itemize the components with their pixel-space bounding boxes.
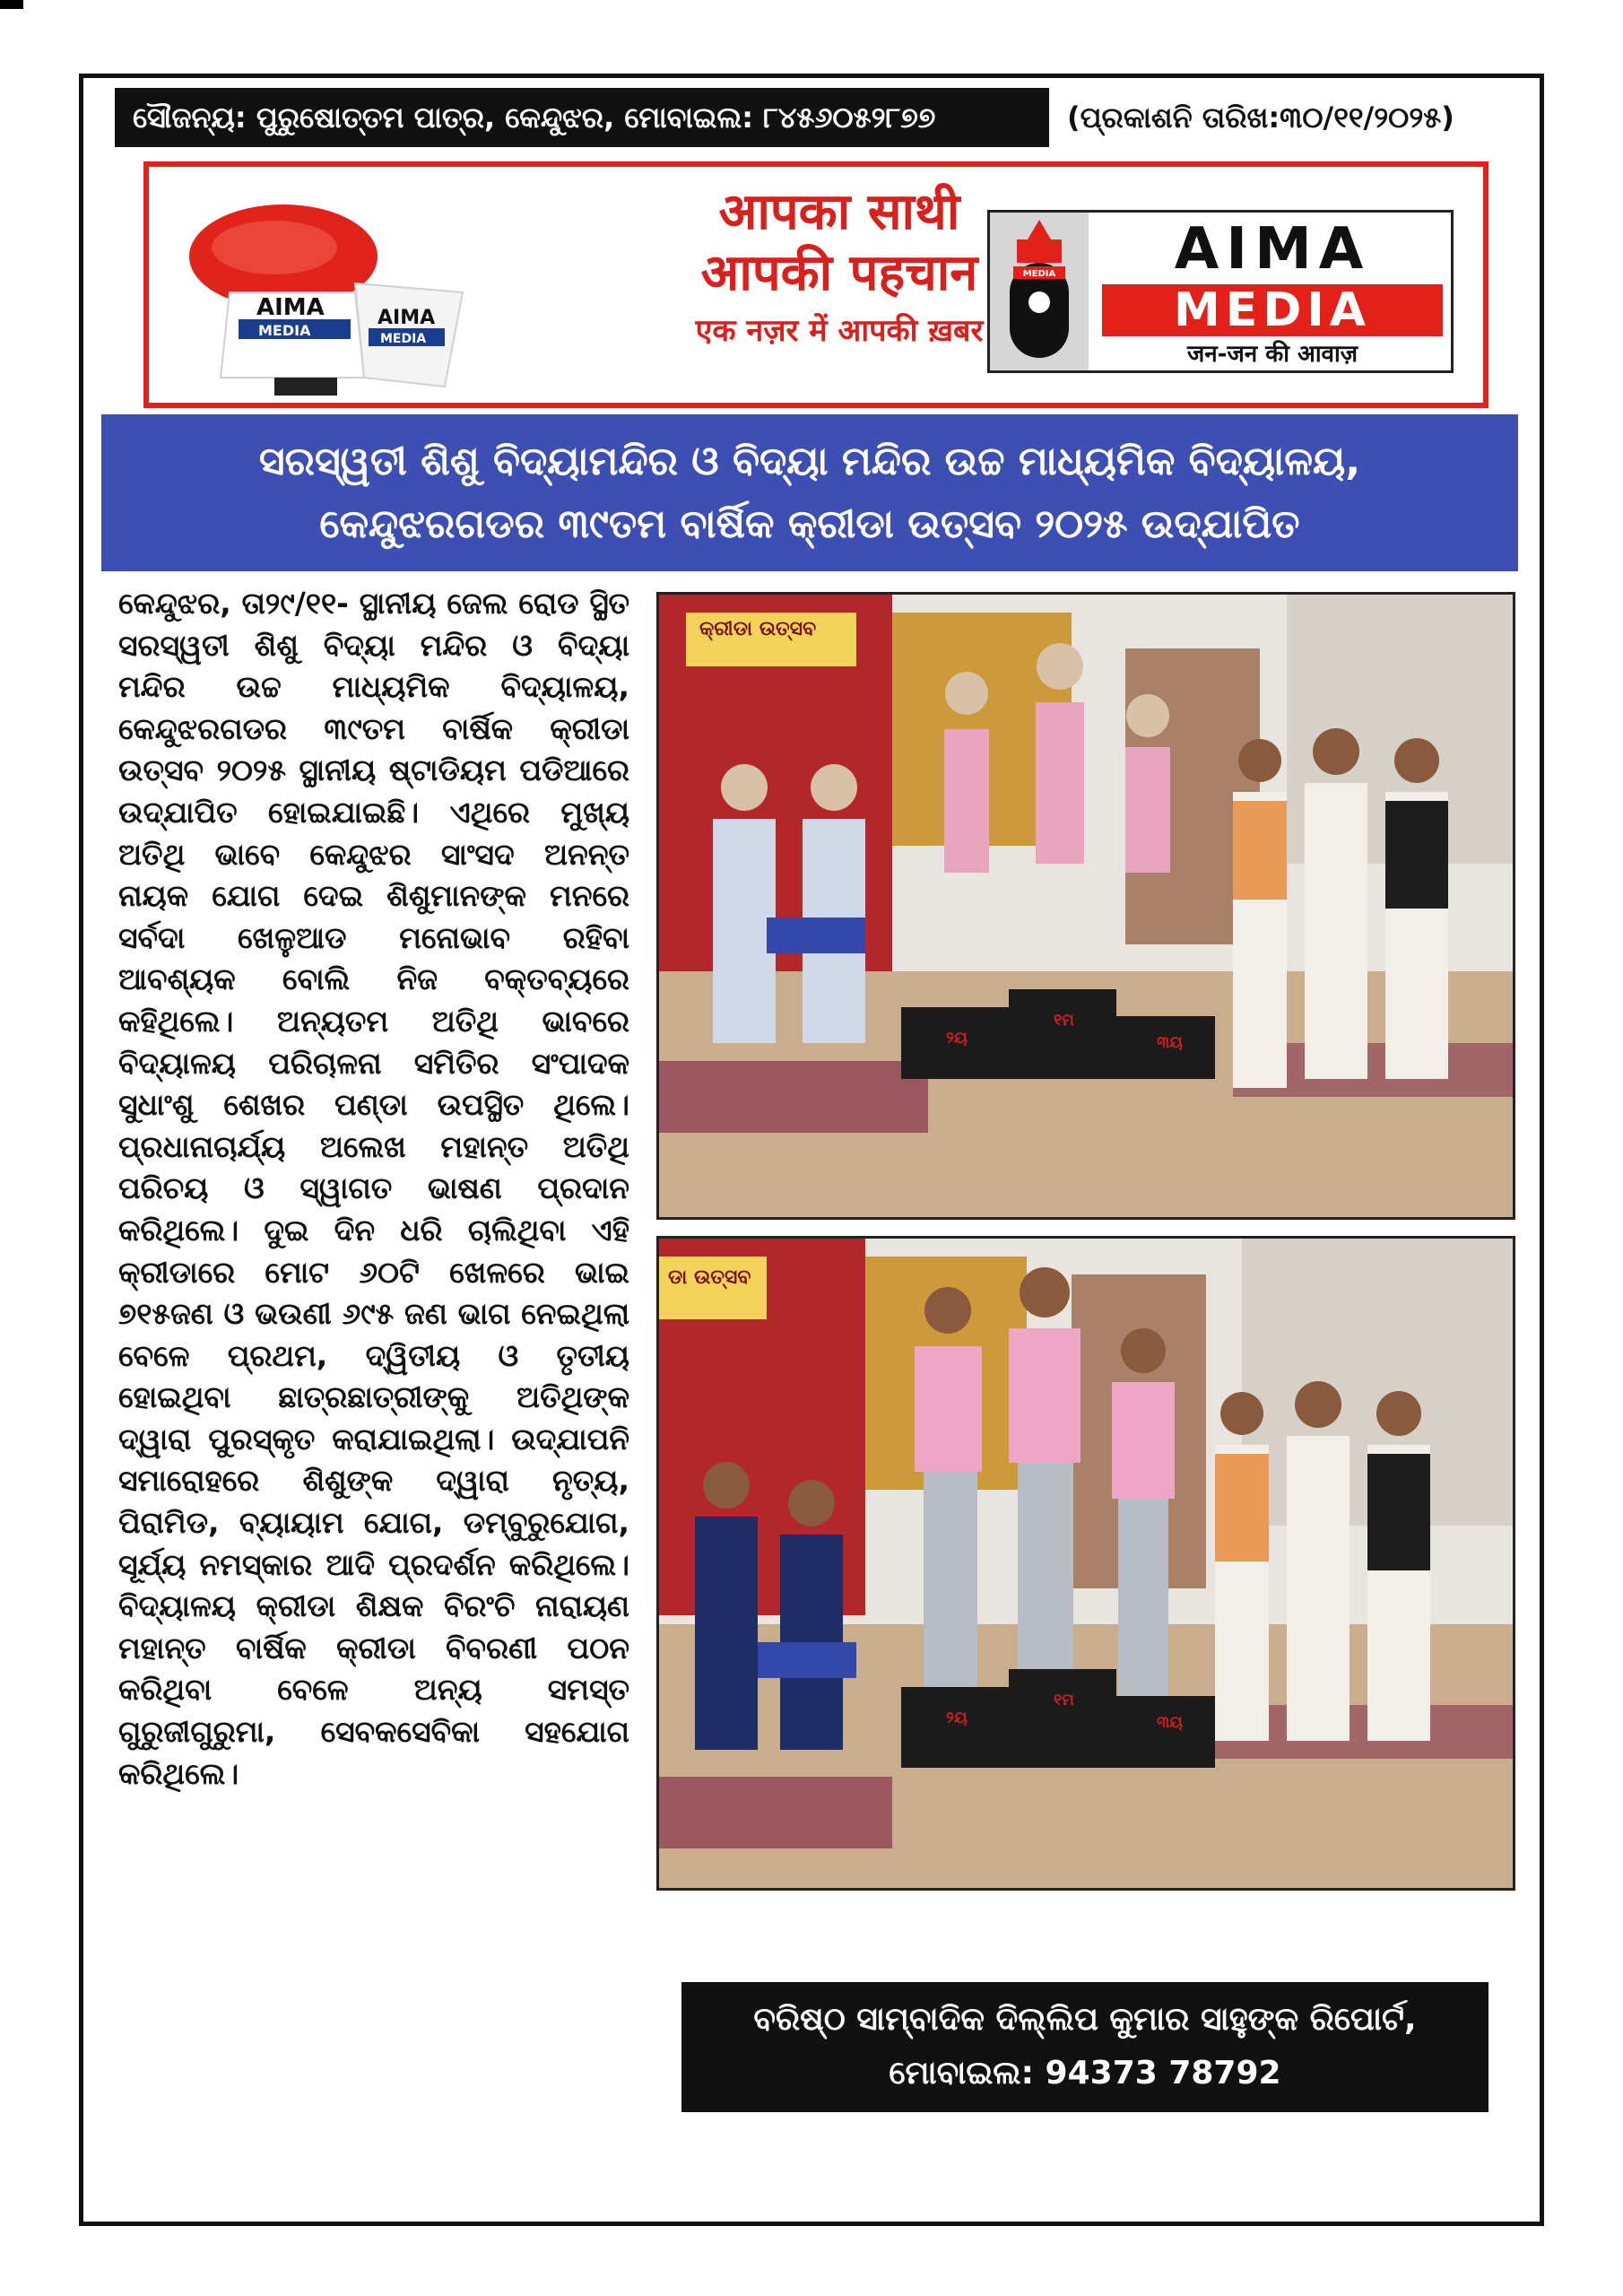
tagline-line-2: आपकी पहचान (700, 243, 978, 302)
logo-microphone-icon (990, 213, 1089, 370)
svg-text:୧ମ: ୧ମ (1054, 1011, 1074, 1030)
headline-line-1: ସରସ୍ୱତୀ ଶିଶୁ ବିଦ୍ୟାମନ୍ଦିର ଓ ବିଦ୍ୟା ମନ୍ଦିର ଉଚ୍ଚ ମାଧ୍ୟମିକ ବିଦ୍ୟାଳୟ, (258, 439, 1361, 484)
svg-text:AIMA: AIMA (378, 307, 436, 329)
reporter-line-2: ମୋବାଇଲ: 94373 78792 (889, 2055, 1281, 2092)
article-body: କେନ୍ଦୁଝର, ତା୨୯/୧୧- ସ୍ଥାନୀୟ ଜେଲ ରୋଡ ସ୍ଥିତ ସରସ୍ୱତୀ ଶିଶୁ ବିଦ୍ୟା ମନ୍ଦିର ଓ ବିଦ୍ୟା ମନ୍ଦିର ଉଚ୍ଚ ମାଧ୍ୟମିକ ବିଦ୍ୟାଳୟ, କେନ୍ଦୁଝରଗଡର ୩୯ତମ ବାର୍ଷିକ କ୍ରୀଡା ଉତ୍ସବ ୨୦୨୫ ସ୍ଥାନୀୟ ଷ୍ଟାଡିୟମ ପଡିଆରେ ଉଦ୍‌ଯାପିତ ହୋଇଯାଇଛି। ଏଥିରେ ମୁଖ୍ୟ ଅତିଥି ଭାବେ କେନ୍ଦୁଝର ସାଂସଦ ଅନନ୍ତ ନାୟକ ଯୋଗ ଦେଇ ଶିଶୁମାନଙ୍କ ମନରେ ସର୍ବଦା ଖେଳୁଆଡ ମନୋଭାବ ରହିବା ଆବଶ୍ୟକ ବୋଲି ନିଜ ବକ୍ତବ୍ୟରେ କହିଥିଲେ। ଅନ୍ୟତମ ଅତିଥି ଭାବରେ ବିଦ୍ୟାଳୟ ପରିଚାଳନା ସମିତିର ସଂପାଦକ ସୁଧାଂଶୁ ଶେଖର ପଣ୍ଡା ଉପସ୍ଥିତ ଥିଲେ। ପ୍ରଧାନାଚାର୍ଯ୍ୟ ଅଲେଖ ମହାନ୍ତ ଅତିଥି ପରିଚୟ ଓ ସ୍ୱାଗତ ଭାଷଣ ପ୍ରଦାନ କରିଥିଲେ। ଦୁଇ ଦିନ ଧରି ଚାଲିଥିବା ଏହି କ୍ରୀଡାରେ ମୋଟ ୬୦ଟି ଖେଳରେ ଭାଇ ୭୧୫ଜଣ ଓ ଭଉଣୀ ୬୯୫ ଜଣ ଭାଗ ନେଇଥିଲା ବେଳେ ପ୍ରଥମ, ଦ୍ୱିତୀୟ ଓ ତୃତୀୟ ହୋଇଥିବା ଛାତ୍ରଛାତ୍ରୀଙ୍କୁ ଅତିଥିଙ୍କ ଦ୍ୱାରା ପୁରସ୍କୃତ କରାଯାଇଥିଲା। ଉଦ୍‌ଯାପନି ସମାରୋହରେ ଶିଶୁଙ୍କ ଦ୍ୱାରା ନୃତ୍ୟ, ପିରାମିଡ, ବ୍ୟାୟାମ ଯୋଗ, ଡମ୍ବୁରୁଯୋଗ, ସୂର୍ଯ୍ୟ ନମସ୍କାର ଆଦି ପ୍ରଦର୍ଶନ କରିଥିଲେ। ବିଦ୍ୟାଳୟ କ୍ରୀଡା ଶିକ୍ଷକ ବିରଂଚି ନାରାୟଣ ମହାନ୍ତ ବାର୍ଷିକ କ୍ରୀଡା ବିବରଣୀ ପଠନ କରିଥିବା ବେଳେ ଅନ୍ୟ ସମସ୍ତ ଗୁରୁଜୀଗୁରୁମା, ସେବକସେବିକା ସହଯୋଗ କରିଥିଲେ। (118, 586, 629, 1791)
courtesy-line: ସୌଜନ୍ୟ: ପୁରୁଷୋତ୍ତମ ପାତ୍ର, କେନ୍ଦୁଝର, ମୋବାଇଲ: ୮୪୫୬୦୫୨୮୭୭ (115, 88, 1049, 147)
tagline-line-3: एक नज़र में आपकी ख़बर (695, 313, 984, 349)
svg-text:MEDIA: MEDIA (258, 322, 311, 339)
aima-media-banner (143, 161, 1488, 408)
reporter-line-1: ବରିଷ୍ଠ ସାମ୍ବାଦିକ ଦିଲ୍ଲିପ କୁମାର ସାହୁଙ୍କ ରିପୋର୍ଟ, (753, 2001, 1417, 2038)
photo1-banner-text: କ୍ରୀଡା ଉତ୍ସବ (699, 618, 817, 640)
svg-text:୨ୟ: ୨ୟ (946, 1029, 968, 1048)
headline-line-2: କେନ୍ଦୁଝରଗଡର ୩୯ତମ ବାର୍ଷିକ କ୍ରୀଡା ଉତ୍ସବ ୨୦୨୫ ଉଦ୍‌ଯାପିତ (319, 501, 1300, 547)
svg-text:୩ୟ: ୩ୟ (1157, 1713, 1183, 1732)
corner-mark (0, 0, 23, 9)
svg-text:MEDIA: MEDIA (380, 332, 427, 346)
aima-media-logo (987, 210, 1454, 373)
publish-date: (ପ୍ରକାଶନି ତାରିଖ:୩୦/୧୧/୨୦୨୫) (1067, 100, 1454, 135)
svg-text:AIMA: AIMA (256, 294, 325, 321)
logo-aima-text: AIMA (1174, 216, 1371, 283)
photo-boys-podium (656, 1236, 1515, 1891)
photo2-banner-text: ଡା ଉତ୍ସବ (668, 1266, 751, 1289)
reporter-credit (681, 1982, 1488, 2112)
svg-text:MEDIA: MEDIA (1022, 269, 1056, 279)
svg-text:୧ମ: ୧ମ (1054, 1691, 1074, 1709)
tagline-line-1: आपका साथी (718, 182, 960, 241)
logo-slogan: जन-जन की आवाज़ (1186, 341, 1358, 368)
logo-media-text: MEDIA (1102, 284, 1443, 336)
photo-girls-podium (656, 592, 1515, 1220)
microphone-image (176, 194, 525, 396)
svg-text:୨ୟ: ୨ୟ (946, 1709, 968, 1727)
article-headline (101, 414, 1518, 571)
svg-text:୩ୟ: ୩ୟ (1157, 1033, 1183, 1052)
